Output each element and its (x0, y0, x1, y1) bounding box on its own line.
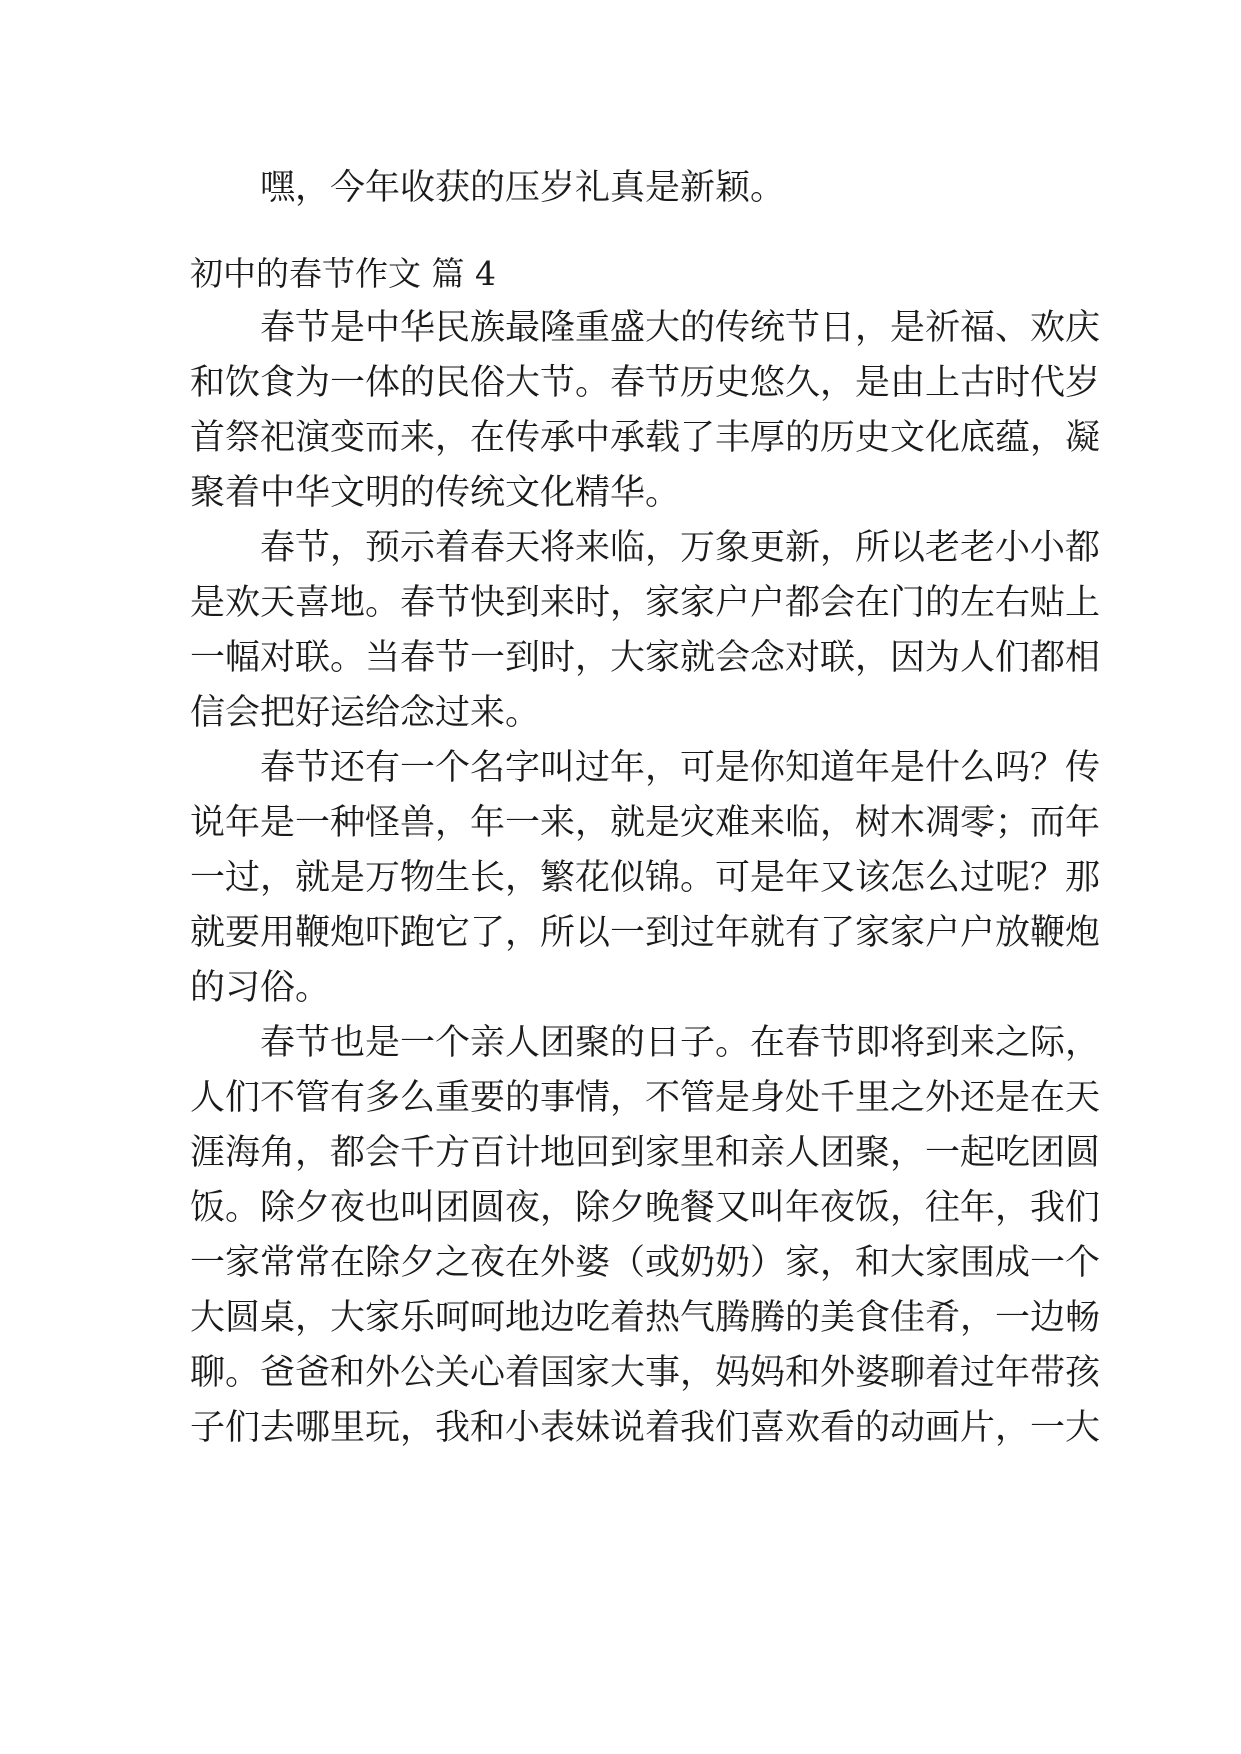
paragraph-line: 信会把好运给念过来。 (190, 693, 541, 733)
paragraph-line: 春节是中华民族最隆重盛大的传统节日，是祈福、欢庆 (190, 308, 1101, 348)
paragraph-line: 首祭祀演变而来，在传承中承载了丰厚的历史文化底蕴，凝 (190, 418, 1101, 458)
paragraph-line: 涯海角，都会千方百计地回到家里和亲人团聚，一起吃团圆 (190, 1133, 1101, 1173)
intro-paragraph: 嘿，今年收获的压岁礼真是新颖。 (190, 168, 786, 208)
paragraph-line: 和饮食为一体的民俗大节。春节历史悠久，是由上古时代岁 (190, 363, 1101, 403)
paragraph-line: 就要用鞭炮吓跑它了，所以一到过年就有了家家户户放鞭炮 (190, 913, 1101, 953)
paragraph-line: 饭。除夕夜也叫团圆夜，除夕晚餐又叫年夜饭，往年，我们 (190, 1188, 1101, 1228)
paragraph-line: 大圆桌，大家乐呵呵地边吃着热气腾腾的美食佳肴，一边畅 (190, 1298, 1101, 1338)
paragraph-line: 是欢天喜地。春节快到来时，家家户户都会在门的左右贴上 (190, 583, 1101, 623)
paragraph-line: 春节也是一个亲人团聚的日子。在春节即将到来之际， (190, 1023, 1101, 1063)
paragraph-line: 春节还有一个名字叫过年，可是你知道年是什么吗？传 (190, 748, 1101, 788)
section-heading: 初中的春节作文 篇 4 (190, 254, 496, 293)
paragraph-line: 的习俗。 (190, 968, 331, 1008)
paragraph-line: 一幅对联。当春节一到时，大家就会念对联，因为人们都相 (190, 638, 1101, 678)
paragraph-line: 聊。爸爸和外公关心着国家大事，妈妈和外婆聊着过年带孩 (190, 1353, 1101, 1393)
paragraph-line: 子们去哪里玩，我和小表妹说着我们喜欢看的动画片，一大 (190, 1408, 1101, 1448)
paragraph-line: 一家常常在除夕之夜在外婆（或奶奶）家，和大家围成一个 (190, 1243, 1101, 1283)
paragraph-line: 聚着中华文明的传统文化精华。 (190, 473, 681, 513)
paragraph-line: 说年是一种怪兽，年一来，就是灾难来临，树木凋零；而年 (190, 803, 1101, 843)
paragraph-line: 人们不管有多么重要的事情，不管是身处千里之外还是在天 (190, 1078, 1101, 1118)
paragraph-line: 一过，就是万物生长，繁花似锦。可是年又该怎么过呢？那 (190, 858, 1101, 898)
paragraph-line: 春节，预示着春天将来临，万象更新，所以老老小小都 (190, 528, 1101, 568)
